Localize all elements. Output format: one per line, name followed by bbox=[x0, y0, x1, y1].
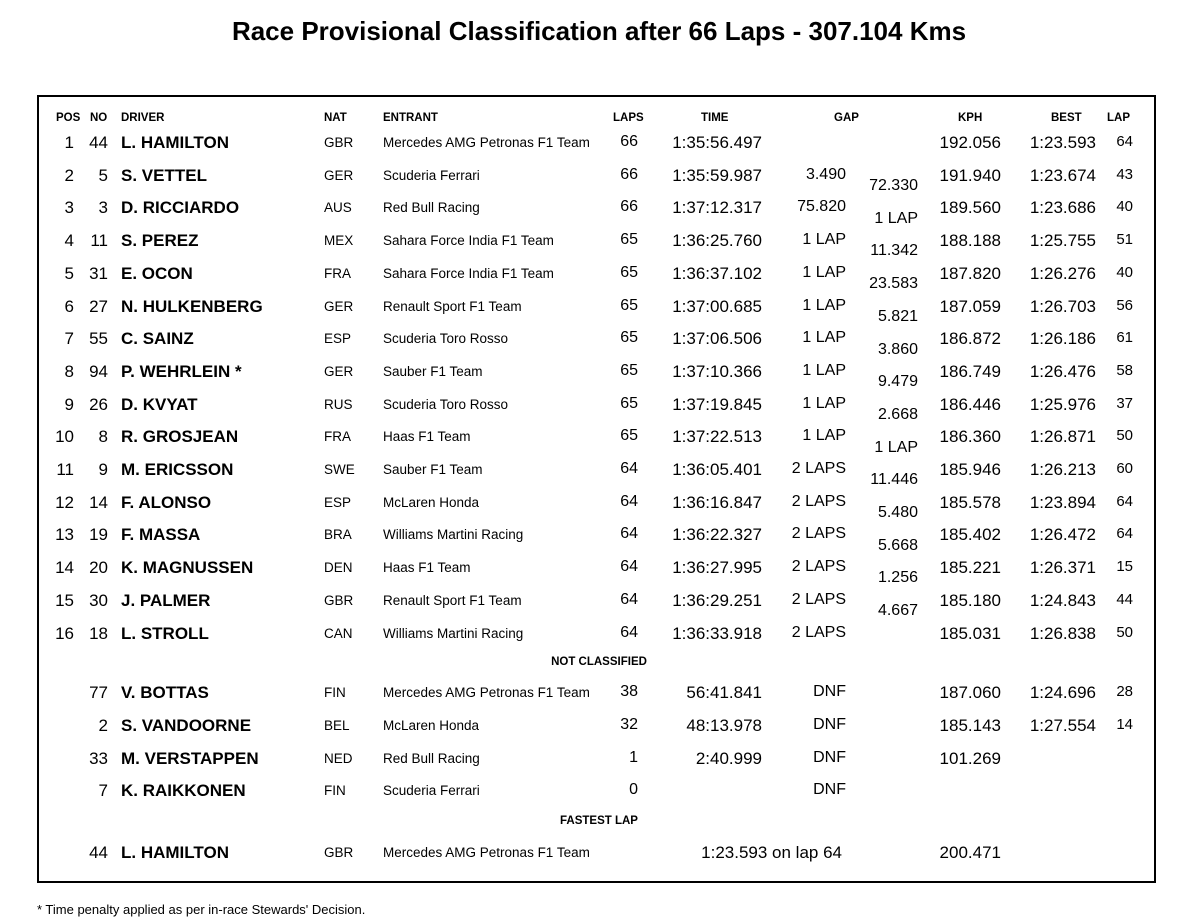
cell-laps: 66 bbox=[620, 198, 638, 216]
interval-value: 1.256 bbox=[877, 569, 918, 587]
cell-pos: 11 bbox=[56, 460, 74, 479]
cell-time: 1:36:22.327 bbox=[672, 525, 762, 545]
cell-pos: 9 bbox=[64, 394, 74, 414]
cell-pos: 6 bbox=[64, 296, 74, 316]
cell-pos: 15 bbox=[55, 590, 74, 610]
cell-gap: 3.490 bbox=[805, 165, 846, 183]
cell-laps: 65 bbox=[620, 296, 638, 314]
cell-time: 1:37:10.366 bbox=[672, 361, 762, 381]
cell-best: 1:23.894 bbox=[1029, 492, 1096, 512]
cell-nat: BEL bbox=[324, 717, 350, 733]
cell-lap: 28 bbox=[1116, 683, 1133, 700]
cell-time: 1:36:25.760 bbox=[672, 231, 762, 251]
cell-best: 1:26.472 bbox=[1029, 525, 1096, 545]
header-time: TIME bbox=[701, 112, 729, 124]
cell-lap: 60 bbox=[1116, 460, 1133, 477]
cell-entrant: Scuderia Ferrari bbox=[383, 783, 480, 799]
cell-lap: 43 bbox=[1116, 165, 1133, 183]
cell-best: 1:26.703 bbox=[1029, 296, 1096, 316]
cell-driver: K. RAIKKONEN bbox=[121, 781, 246, 801]
cell-pos: 13 bbox=[55, 525, 74, 545]
cell-no: 26 bbox=[89, 394, 108, 414]
cell-time: 1:36:37.102 bbox=[672, 263, 762, 283]
cell-kph: 187.059 bbox=[939, 296, 1001, 316]
cell-entrant: Mercedes AMG Petronas F1 Team bbox=[383, 685, 590, 700]
table-row bbox=[0, 329, 1198, 362]
cell-time: 1:36:05.401 bbox=[672, 460, 762, 479]
interval-value: 9.479 bbox=[877, 373, 918, 391]
cell-driver: F. ALONSO bbox=[121, 492, 212, 512]
cell-driver: D. KVYAT bbox=[121, 394, 198, 414]
cell-gap: 1 LAP bbox=[802, 361, 846, 379]
cell-laps: 38 bbox=[620, 683, 638, 700]
cell-no: 3 bbox=[98, 198, 108, 218]
cell-driver: M. ERICSSON bbox=[121, 460, 234, 479]
cell-kph: 101.269 bbox=[939, 748, 1001, 768]
cell-no: 2 bbox=[98, 715, 108, 735]
cell-time: 1:37:12.317 bbox=[672, 198, 762, 218]
cell-lap: 40 bbox=[1116, 198, 1133, 216]
cell-no: 19 bbox=[89, 525, 108, 545]
cell-gap: 2 LAPS bbox=[791, 558, 846, 576]
fastest-lap-nat: GBR bbox=[324, 845, 354, 860]
cell-lap: 14 bbox=[1116, 715, 1133, 733]
table-row bbox=[0, 297, 1198, 330]
cell-pos: 16 bbox=[55, 623, 74, 643]
cell-gap: DNF bbox=[813, 715, 846, 733]
cell-kph: 188.188 bbox=[939, 231, 1001, 251]
interval-value: 1 LAP bbox=[874, 209, 918, 227]
interval-value: 5.821 bbox=[877, 307, 918, 325]
cell-entrant: Sauber F1 Team bbox=[383, 363, 483, 379]
cell-best: 1:26.213 bbox=[1029, 460, 1096, 479]
cell-lap: 64 bbox=[1116, 492, 1133, 510]
interval-value: 72.330 bbox=[869, 177, 918, 194]
cell-gap: 1 LAP bbox=[802, 427, 846, 445]
cell-pos: 3 bbox=[64, 198, 74, 218]
cell-nat: FRA bbox=[324, 429, 351, 445]
interval-value: 23.583 bbox=[869, 275, 918, 293]
cell-gap: 75.820 bbox=[797, 198, 846, 216]
cell-kph: 185.402 bbox=[939, 525, 1001, 545]
cell-gap: 1 LAP bbox=[802, 231, 846, 249]
cell-time: 1:35:59.987 bbox=[672, 165, 762, 185]
cell-nat: NED bbox=[324, 750, 353, 766]
cell-nat: GBR bbox=[324, 592, 354, 608]
cell-laps: 64 bbox=[620, 525, 638, 543]
cell-no: 9 bbox=[98, 460, 108, 479]
cell-laps: 32 bbox=[620, 715, 638, 733]
cell-no: 5 bbox=[98, 165, 108, 185]
fastest-lap-no: 44 bbox=[89, 843, 108, 862]
cell-entrant: Renault Sport F1 Team bbox=[383, 592, 522, 608]
cell-pos: 4 bbox=[64, 231, 74, 251]
table-row bbox=[0, 781, 1198, 814]
cell-lap: 15 bbox=[1116, 558, 1133, 576]
cell-kph: 185.578 bbox=[939, 492, 1001, 512]
cell-laps: 65 bbox=[620, 427, 638, 445]
cell-time: 1:37:22.513 bbox=[672, 427, 762, 447]
header-best: BEST bbox=[1051, 112, 1082, 124]
cell-time: 1:35:56.497 bbox=[672, 133, 762, 152]
cell-lap: 51 bbox=[1116, 231, 1133, 249]
cell-best: 1:26.186 bbox=[1029, 329, 1096, 349]
cell-no: 7 bbox=[98, 781, 108, 801]
cell-best: 1:27.554 bbox=[1029, 715, 1096, 735]
cell-gap: 2 LAPS bbox=[791, 525, 846, 543]
cell-time: 1:36:27.995 bbox=[672, 558, 762, 578]
cell-kph: 186.749 bbox=[939, 361, 1001, 381]
table-row bbox=[0, 395, 1198, 428]
cell-driver: S. VANDOORNE bbox=[121, 715, 252, 735]
cell-best: 1:26.871 bbox=[1029, 427, 1096, 447]
cell-time: 1:37:06.506 bbox=[672, 329, 762, 349]
cell-gap: 2 LAPS bbox=[791, 460, 846, 477]
cell-gap: DNF bbox=[813, 781, 846, 799]
cell-entrant: Scuderia Ferrari bbox=[383, 167, 480, 183]
header-pos: POS bbox=[56, 112, 81, 124]
cell-driver: D. RICCIARDO bbox=[121, 198, 240, 218]
cell-kph: 185.946 bbox=[939, 460, 1001, 479]
cell-best: 1:26.838 bbox=[1029, 623, 1096, 643]
cell-driver: V. BOTTAS bbox=[121, 683, 209, 702]
cell-pos: 8 bbox=[64, 361, 74, 381]
header-nat: NAT bbox=[324, 112, 347, 124]
cell-no: 27 bbox=[89, 296, 108, 316]
header-laps: LAPS bbox=[613, 112, 644, 124]
cell-driver: L. STROLL bbox=[121, 623, 209, 643]
table-row bbox=[0, 460, 1198, 493]
cell-best: 1:23.686 bbox=[1029, 198, 1096, 218]
table-row bbox=[0, 493, 1198, 526]
interval-value: 11.446 bbox=[870, 471, 918, 489]
cell-entrant: Williams Martini Racing bbox=[383, 625, 524, 641]
cell-entrant: McLaren Honda bbox=[383, 494, 480, 510]
cell-time: 1:37:19.845 bbox=[672, 394, 762, 414]
cell-driver: R. GROSJEAN bbox=[121, 427, 239, 447]
cell-time: 1:36:33.918 bbox=[672, 623, 762, 643]
cell-kph: 192.056 bbox=[939, 133, 1001, 152]
cell-gap: DNF bbox=[813, 748, 846, 766]
cell-nat: CAN bbox=[324, 625, 353, 641]
interval-value: 11.342 bbox=[870, 242, 918, 260]
table-row bbox=[0, 624, 1198, 657]
cell-gap: 1 LAP bbox=[802, 263, 846, 281]
cell-time: 1:37:00.685 bbox=[672, 296, 762, 316]
cell-kph: 189.560 bbox=[939, 198, 1001, 218]
cell-time: 2:40.999 bbox=[695, 748, 762, 768]
cell-nat: GER bbox=[324, 298, 354, 314]
cell-kph: 186.360 bbox=[939, 427, 1001, 447]
cell-laps: 65 bbox=[620, 263, 638, 281]
cell-laps: 1 bbox=[629, 748, 638, 766]
cell-best: 1:25.976 bbox=[1029, 394, 1096, 414]
cell-lap: 44 bbox=[1116, 590, 1133, 608]
cell-time: 1:36:29.251 bbox=[672, 590, 762, 610]
cell-entrant: Haas F1 Team bbox=[383, 560, 471, 576]
table-row bbox=[0, 362, 1198, 395]
cell-no: 33 bbox=[89, 748, 108, 768]
fastest-lap-entrant: Mercedes AMG Petronas F1 Team bbox=[383, 845, 590, 860]
cell-laps: 65 bbox=[620, 329, 638, 347]
cell-nat: FIN bbox=[324, 685, 346, 700]
cell-nat: ESP bbox=[324, 494, 352, 510]
cell-driver: S. VETTEL bbox=[121, 165, 207, 185]
cell-laps: 64 bbox=[620, 492, 638, 510]
cell-nat: GER bbox=[324, 363, 354, 379]
cell-nat: FIN bbox=[324, 783, 346, 799]
cell-kph: 185.180 bbox=[939, 590, 1001, 610]
cell-best: 1:25.755 bbox=[1029, 231, 1096, 251]
cell-laps: 64 bbox=[620, 623, 638, 641]
cell-no: 30 bbox=[89, 590, 108, 610]
cell-nat: ESP bbox=[324, 331, 352, 347]
header-driver: DRIVER bbox=[121, 112, 165, 124]
cell-kph: 186.446 bbox=[939, 394, 1001, 414]
cell-entrant: Red Bull Racing bbox=[383, 200, 480, 216]
cell-best: 1:24.696 bbox=[1029, 683, 1096, 702]
cell-driver: P. WEHRLEIN * bbox=[121, 361, 242, 381]
cell-driver: L. HAMILTON bbox=[121, 133, 229, 152]
header-kph: KPH bbox=[958, 112, 983, 124]
header-no: NO bbox=[90, 112, 108, 124]
cell-best: 1:26.476 bbox=[1029, 361, 1096, 381]
cell-kph: 191.940 bbox=[939, 165, 1001, 185]
cell-kph: 187.820 bbox=[939, 263, 1001, 283]
cell-no: 77 bbox=[89, 683, 108, 702]
table-row bbox=[0, 264, 1198, 297]
header-lap: LAP bbox=[1107, 112, 1130, 124]
cell-pos: 7 bbox=[64, 329, 74, 349]
cell-pos: 12 bbox=[55, 492, 74, 512]
page-title: Race Provisional Classification after 66 Laps - 307.104 Kms bbox=[231, 16, 967, 46]
cell-laps: 64 bbox=[620, 558, 638, 576]
cell-driver: F. MASSA bbox=[121, 525, 201, 545]
cell-time: 1:36:16.847 bbox=[672, 492, 762, 512]
fastest-lap-heading: FASTEST LAP bbox=[560, 815, 638, 827]
cell-kph: 187.060 bbox=[939, 683, 1001, 702]
table-row bbox=[0, 198, 1198, 231]
cell-time: 48:13.978 bbox=[686, 715, 762, 735]
cell-gap: 2 LAPS bbox=[791, 623, 846, 641]
table-row bbox=[0, 231, 1198, 264]
cell-kph: 186.872 bbox=[939, 329, 1001, 349]
cell-no: 11 bbox=[90, 231, 108, 251]
header-gap: GAP bbox=[834, 112, 859, 124]
cell-lap: 61 bbox=[1116, 329, 1133, 347]
interval-value: 5.480 bbox=[877, 504, 918, 521]
cell-best: 1:23.593 bbox=[1029, 133, 1096, 152]
cell-pos: 5 bbox=[64, 263, 74, 283]
cell-lap: 50 bbox=[1116, 623, 1133, 641]
cell-no: 55 bbox=[89, 329, 108, 349]
cell-best: 1:24.843 bbox=[1029, 590, 1096, 610]
cell-nat: BRA bbox=[324, 527, 352, 543]
fastest-lap-driver: L. HAMILTON bbox=[121, 843, 229, 862]
cell-laps: 64 bbox=[620, 460, 638, 477]
cell-lap: 37 bbox=[1116, 394, 1133, 412]
cell-entrant: Haas F1 Team bbox=[383, 429, 471, 445]
cell-pos: 1 bbox=[64, 133, 74, 152]
cell-no: 31 bbox=[89, 263, 108, 283]
table-row bbox=[0, 525, 1198, 558]
interval-value: 4.667 bbox=[877, 602, 918, 620]
cell-no: 18 bbox=[89, 623, 108, 643]
cell-best: 1:23.674 bbox=[1029, 165, 1096, 185]
cell-lap: 58 bbox=[1116, 361, 1133, 379]
cell-laps: 64 bbox=[620, 590, 638, 608]
cell-entrant: Scuderia Toro Rosso bbox=[383, 331, 509, 347]
cell-gap: 2 LAPS bbox=[791, 590, 846, 608]
cell-entrant: McLaren Honda bbox=[383, 717, 480, 733]
table-row bbox=[0, 427, 1198, 460]
cell-lap: 50 bbox=[1116, 427, 1133, 445]
cell-best: 1:26.276 bbox=[1029, 263, 1096, 283]
cell-nat: SWE bbox=[324, 462, 355, 477]
not-classified-heading: NOT CLASSIFIED bbox=[551, 656, 647, 668]
table-row bbox=[0, 716, 1198, 749]
cell-entrant: Scuderia Toro Rosso bbox=[383, 396, 509, 412]
table-row bbox=[0, 133, 1198, 166]
cell-gap: DNF bbox=[813, 683, 846, 700]
cell-entrant: Sauber F1 Team bbox=[383, 462, 483, 477]
cell-lap: 56 bbox=[1116, 296, 1133, 314]
cell-pos: 14 bbox=[55, 558, 74, 578]
cell-no: 94 bbox=[89, 361, 108, 381]
cell-driver: S. PEREZ bbox=[121, 231, 199, 251]
cell-nat: RUS bbox=[324, 396, 353, 412]
cell-kph: 185.221 bbox=[939, 558, 1001, 578]
fastest-lap-time: 1:23.593 on lap 64 bbox=[701, 843, 842, 862]
cell-driver: N. HULKENBERG bbox=[121, 296, 263, 316]
cell-entrant: Renault Sport F1 Team bbox=[383, 298, 522, 314]
footnote: * Time penalty applied as per in-race Stewards' Decision. bbox=[37, 902, 366, 917]
cell-lap: 64 bbox=[1116, 133, 1133, 150]
cell-nat: GER bbox=[324, 167, 354, 183]
cell-gap: 2 LAPS bbox=[791, 492, 846, 510]
cell-laps: 0 bbox=[629, 781, 638, 799]
cell-gap: 1 LAP bbox=[802, 329, 846, 347]
interval-value: 3.860 bbox=[877, 340, 918, 358]
cell-nat: GBR bbox=[324, 135, 354, 150]
table-row bbox=[0, 558, 1198, 591]
interval-value: 5.668 bbox=[877, 536, 918, 554]
cell-laps: 65 bbox=[620, 231, 638, 249]
cell-no: 14 bbox=[89, 492, 108, 512]
cell-driver: E. OCON bbox=[121, 263, 193, 283]
table-row bbox=[0, 749, 1198, 782]
cell-entrant: Mercedes AMG Petronas F1 Team bbox=[383, 135, 590, 150]
cell-laps: 66 bbox=[620, 133, 638, 150]
cell-entrant: Red Bull Racing bbox=[383, 750, 480, 766]
cell-no: 8 bbox=[98, 427, 108, 447]
cell-driver: M. VERSTAPPEN bbox=[121, 748, 259, 768]
cell-nat: MEX bbox=[324, 233, 354, 249]
cell-driver: K. MAGNUSSEN bbox=[121, 558, 254, 578]
cell-nat: AUS bbox=[324, 200, 352, 216]
cell-driver: J. PALMER bbox=[121, 590, 211, 610]
cell-gap: 1 LAP bbox=[802, 296, 846, 314]
cell-entrant: Williams Martini Racing bbox=[383, 527, 524, 543]
cell-time: 56:41.841 bbox=[686, 683, 762, 702]
cell-lap: 40 bbox=[1116, 263, 1133, 281]
header-entrant: ENTRANT bbox=[383, 112, 438, 124]
interval-value: 1 LAP bbox=[874, 438, 918, 456]
interval-value: 2.668 bbox=[877, 405, 918, 423]
cell-entrant: Sahara Force India F1 Team bbox=[383, 265, 554, 281]
cell-gap: 1 LAP bbox=[802, 394, 846, 412]
cell-kph: 185.143 bbox=[939, 715, 1001, 735]
cell-laps: 65 bbox=[620, 361, 638, 379]
table-row bbox=[0, 683, 1198, 716]
cell-entrant: Sahara Force India F1 Team bbox=[383, 233, 554, 249]
cell-no: 20 bbox=[89, 558, 108, 578]
cell-lap: 64 bbox=[1116, 525, 1133, 543]
table-row bbox=[0, 591, 1198, 624]
cell-laps: 66 bbox=[620, 165, 638, 183]
cell-pos: 2 bbox=[64, 165, 74, 185]
cell-kph: 185.031 bbox=[939, 623, 1001, 643]
cell-no: 44 bbox=[89, 133, 108, 152]
cell-nat: DEN bbox=[324, 560, 353, 576]
cell-best: 1:26.371 bbox=[1029, 558, 1096, 578]
cell-driver: C. SAINZ bbox=[121, 329, 194, 349]
cell-nat: FRA bbox=[324, 265, 351, 281]
table-row bbox=[0, 166, 1198, 199]
fastest-lap-row bbox=[0, 843, 1198, 876]
cell-laps: 65 bbox=[620, 394, 638, 412]
fastest-lap-kph: 200.471 bbox=[939, 843, 1001, 862]
cell-pos: 10 bbox=[55, 427, 74, 447]
